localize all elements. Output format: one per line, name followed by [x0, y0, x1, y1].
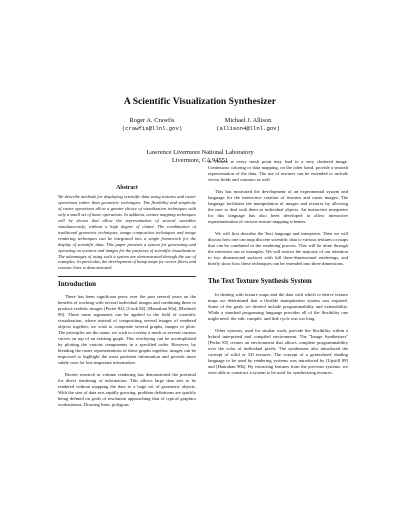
paragraph: In dealing with texture maps and the data with which to derive texture maps we determined that a flexible manipulation system was required. Some of the goals we desired include programmability and extensibility. While a standard programing language provides all of the flexibility one might need, the edit, compile, and link cycle was too long. — [208, 292, 348, 321]
affiliation-line: Livermore, CA 94551 — [171, 157, 229, 164]
paragraph: or vectors at every mesh point may lead to a very cluttered image. Continuous coloring or data mapping, on the other hand, provide a smooth representation of the data. The use of textures can be extended to include vector fields and contours as well. — [208, 159, 348, 182]
author-name: Michael J. Allison — [224, 117, 272, 124]
section-heading: Introduction — [58, 280, 96, 289]
paragraph: This has motivated the development of an experimental system and language for the interactive creation of textures and raster images. The language facilitates the manipulation of images and textures by allowing the user to deal with them as individual objects. An interactive interpreter for this language has also been developed to allow interactive experimentation of various texture mapping schemes. — [208, 189, 348, 224]
affiliation-line: Lawrence Livermore National Laboratory — [146, 149, 254, 156]
paragraph: Recent research in volume rendering has demonstrated the potential for direct rendering of information. This allows large data sets to be rendered without mapping the data to a large set of geometric objects. With the size of data sets rapidly growing, problem definitions are quickly being defined on grids of resolution approaching that of typical graphics workstations. Drawing lines, polygons — [58, 372, 196, 408]
paragraph: Other systems, used for similar work, provide the flexibility within a hybrid interpreted and compiled environment. The "Image Synthesizer" [Perlin 85] creates an environment that allows complete programmability over the color of individual pixels. The synthesizer also introduced the concept of solid or 3D textures. The concept of a generalized shading language to be used by rendering systems was introduced by [Upstill 89] and [Hanrahan 90b]. By extracting features from the previous systems, we were able to construct a system to be used for synthesizing textures. — [208, 328, 348, 375]
paper-title: A Scientific Visualization Synthesizer — [123, 96, 277, 107]
abstract-text: We describe methods for displaying scientific data using textures and raster operations rather than geometric techniques. The flexibility and simplicity of raster operations allow a greater choice of visualization techniques with only a small set of basic operations. In addition, texture mapping techniques will be shown that allow the representation of several variables simultaneously, without a high degree of clutter. The combination of traditional geometric techniques, image composition techniques and image rendering techniques can be integrated into a single framework for the display of scientific data. This paper presents a system for generating and operating on textures and images for the purposes of scientific visualization. The advantages of using such a system are demonstrated through the use of examples. In particular, the development of bump maps for vector filters and contour lines is demonstrated. — [58, 194, 196, 271]
abstract-divider — [58, 276, 196, 277]
right-column — [208, 159, 348, 376]
author-1 — [97, 117, 207, 133]
author-email: (crawfis@llnl.gov) — [121, 125, 183, 132]
paragraph: There has been significant press over the past several years on the benefits of working with several individual images and combining these to produce realistic images [Porter 84], [Cook 84], [Hanrahan 90a], [Haeberli 90]. These same arguments can be applied to the field of scientific visualization, where instead of compositing several images of rendered objects together, we wish to composite several graphs, images or plots. The principles are the same; we wish to overlay a mesh or several contour curves on top of an existing graph. This overlaying can be accomplished by plotting the various components in a specified order. However, by blending the raster representations of these graphs together, images can be improved to highlight the most pertinent information and provide more subtle cues for less important information. — [58, 294, 196, 366]
author-name: Roger A. Crawfis — [129, 117, 175, 124]
abstract-heading: Abstract — [116, 185, 138, 191]
author-email: (allison4@llnl.gov) — [216, 125, 280, 132]
paragraph: We will first describe the Text language and interpreter. Then we will discuss how one can map discrete scientific data to various textures or maps that can be combined in the rendering process. This will be done through the extensive use of examples. We will restrict the majority of our attention to two dimensional surfaces with full three-dimensional renderings, and briefly show how these techniques can be extended into three dimensions. — [208, 231, 348, 266]
author-2 — [193, 117, 303, 133]
left-column — [58, 185, 196, 408]
section-heading: The Text Texture Synthesis System — [208, 277, 312, 285]
